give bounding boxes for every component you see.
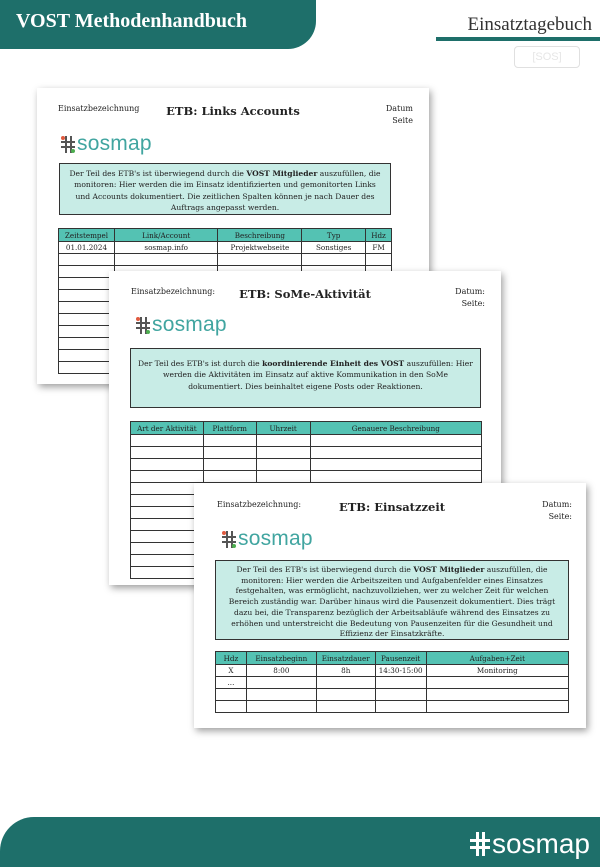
- handbook-title: VOST Methodenhandbuch: [16, 10, 247, 32]
- watermark-stamp: [SOS]: [514, 46, 580, 68]
- table-header-row: [59, 229, 392, 242]
- column-header: Beschreibung: [218, 229, 302, 242]
- footer-band: [0, 817, 600, 867]
- section-title: Einsatztagebuch: [467, 14, 592, 35]
- column-header: Zeitstempel: [59, 229, 115, 242]
- date-page-labels: [386, 103, 413, 127]
- page-title: ETB: Links Accounts: [166, 104, 300, 118]
- operation-label: Einsatzbezeichnung:: [131, 287, 216, 296]
- sosmap-logo-icon: [470, 832, 490, 856]
- table-cell: sosmap.info: [114, 242, 218, 254]
- info-box: Der Teil des ETB's ist überwiegend durch die VOST Mitglieder auszufüllen, die monitoren: Hier werden die Arbeitszeiten und Aufgabenfelder eines Einsatzes festgehalten, was ermöglicht, nachzuvollziehen, wer zu welcher Zeit für welchen Bereich zuständig war. Darüber hinaus wird die Pausenzeit dokumentiert. Dies trägt dazu bei, die Transparenz bezüglich der Arbeitsabläufe während des Einsatzes zu erhöhen und unterstreicht die Bedeutung von Pausenzeiten für die Gesundheit und Effizienz der Einsatzkräfte.: [215, 560, 569, 640]
- column-header: Plattform: [203, 422, 256, 435]
- date-label: Datum: [385, 104, 413, 113]
- table-header-row: [131, 422, 482, 435]
- logo-wordmark: sosmap: [152, 313, 227, 336]
- header-band: [0, 0, 316, 49]
- date-page-labels: [542, 499, 572, 523]
- table-cell: X: [216, 665, 247, 677]
- table-cell: 14:30-15:00: [375, 665, 426, 677]
- column-header: Genauere Beschreibung: [310, 422, 481, 435]
- document-page-einsatzzeit: [194, 483, 586, 728]
- info-box: Der Teil des ETB's ist überwiegend durch die VOST Mitglieder auszufüllen, die monitoren: Hier werden die im Einsatz identifizierten und gemonitorten Links und Accounts dokumentiert. Die zeitlichen Spalten können je nach Dauer des Auftrags angepasst werden.: [59, 163, 391, 215]
- column-header: Typ: [302, 229, 366, 242]
- einsatzzeit-table: [215, 651, 569, 713]
- table-row: [216, 689, 569, 701]
- sosmap-logo-icon: [136, 317, 150, 334]
- sosmap-logo-icon: [222, 531, 236, 548]
- footer-logo-wordmark: sosmap: [491, 828, 590, 859]
- sosmap-logo-icon: [61, 136, 75, 153]
- table-row: [59, 254, 392, 266]
- table-row: [131, 459, 482, 471]
- operation-label: Einsatzbezeichnung: [58, 104, 140, 113]
- sosmap-logo: [61, 132, 152, 156]
- sosmap-logo: [222, 527, 313, 551]
- sosmap-logo: [136, 313, 227, 337]
- section-divider: [436, 37, 600, 41]
- column-header: Einsatzbeginn: [246, 652, 316, 665]
- table-row: [216, 677, 569, 689]
- footer-logo: [470, 828, 590, 860]
- table-cell: Projektwebseite: [218, 242, 302, 254]
- page-number-label: Seite:: [461, 299, 485, 308]
- table-cell: Monitoring: [426, 665, 568, 677]
- table-cell: ...: [216, 677, 247, 689]
- table-row: [131, 435, 482, 447]
- column-header: Aufgaben+Zeit: [426, 652, 568, 665]
- column-header: Hdz: [366, 229, 392, 242]
- table-cell: 01.01.2024: [59, 242, 115, 254]
- page-title: ETB: SoMe-Aktivität: [239, 287, 371, 301]
- table-row: [216, 665, 569, 677]
- table-cell: 8h: [316, 665, 375, 677]
- page-title: ETB: Einsatzzeit: [338, 500, 446, 514]
- table-row: [131, 471, 482, 483]
- table-row: [59, 242, 392, 254]
- date-label: Datum:: [542, 500, 572, 509]
- column-header: Art der Aktivität: [131, 422, 204, 435]
- date-page-labels: [455, 286, 485, 310]
- column-header: Hdz: [216, 652, 247, 665]
- date-label: Datum:: [455, 287, 485, 296]
- table-header-row: [216, 652, 569, 665]
- column-header: Link/Account: [114, 229, 218, 242]
- column-header: Einsatzdauer: [316, 652, 375, 665]
- column-header: Uhrzeit: [256, 422, 310, 435]
- table-row: [131, 447, 482, 459]
- table-cell: FM: [366, 242, 392, 254]
- table-cell: Sonstiges: [302, 242, 366, 254]
- logo-wordmark: sosmap: [238, 527, 313, 550]
- table-cell: 8:00: [246, 665, 316, 677]
- page-number-label: Seite:: [548, 512, 572, 521]
- column-header: Pausenzeit: [375, 652, 426, 665]
- operation-label: Einsatzbezeichnung:: [217, 500, 302, 509]
- page-number-label: Seite: [392, 116, 413, 125]
- info-box: Der Teil des ETB's ist durch die koordinierende Einheit des VOST auszufüllen: Hier werden die Aktivitäten im Einsatz auf aktive Kommunikation in den SoMe dokumentiert. Dies beinhaltet eigene Posts oder Reaktionen.: [130, 348, 481, 408]
- table-row: [216, 701, 569, 713]
- logo-wordmark: sosmap: [77, 132, 152, 155]
